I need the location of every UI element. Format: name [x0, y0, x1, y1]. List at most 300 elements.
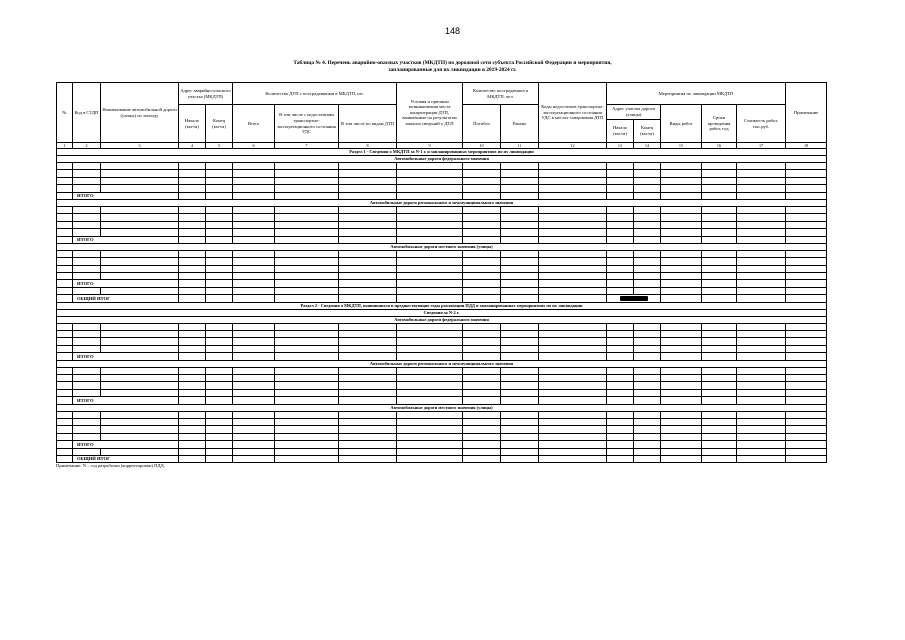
table-cell	[275, 338, 339, 345]
table-cell	[179, 353, 206, 360]
table-cell	[179, 170, 206, 177]
section-1-local-text: Автомобильные дороги местного значения (улицы)	[57, 243, 827, 250]
table-cell	[786, 258, 827, 265]
table-cell	[539, 236, 607, 243]
table-cell	[339, 389, 397, 396]
header-col-4: Начало (км+м)	[179, 105, 206, 143]
section-1-regional-text: Автомобильные дороги регионального и межмуниципального значения	[57, 199, 827, 206]
table-cell	[463, 170, 501, 177]
table-cell	[206, 353, 233, 360]
table-cell	[737, 295, 786, 302]
table-cell	[607, 331, 634, 338]
table-cell	[275, 221, 339, 228]
table-cell	[275, 250, 339, 257]
table-cell	[179, 382, 206, 389]
table-cell	[661, 170, 702, 177]
table-cell	[339, 229, 397, 236]
column-number: 17	[737, 143, 786, 149]
table-cell	[339, 455, 397, 462]
table-cell	[737, 265, 786, 272]
caption-line-2: запланированные для их ликвидации в 2019-2024 гг.	[388, 67, 517, 73]
table-cell	[501, 455, 539, 462]
table-row	[57, 250, 827, 257]
table-cell	[634, 287, 661, 294]
table-cell	[179, 221, 206, 228]
table-cell	[737, 397, 786, 404]
table-cell	[233, 185, 275, 192]
table-cell	[101, 323, 179, 330]
table-cell	[206, 411, 233, 418]
header-col-18: Примечание	[786, 83, 827, 143]
table-cell	[607, 353, 634, 360]
table-cell	[101, 229, 179, 236]
section-2-grand-total-label: ОБЩИЙ ИТОГ	[73, 455, 179, 462]
table-cell	[463, 397, 501, 404]
table-cell	[275, 382, 339, 389]
header-col-2: Код в СТДП	[73, 83, 101, 143]
table-cell	[101, 265, 179, 272]
table-cell	[397, 258, 463, 265]
table-cell	[57, 338, 73, 345]
table-cell	[634, 206, 661, 213]
section-2-regional-total	[57, 397, 827, 404]
table-cell	[101, 418, 179, 425]
table-cell	[737, 280, 786, 287]
table-row	[57, 331, 827, 338]
table-cell	[233, 250, 275, 257]
table-cell	[661, 206, 702, 213]
table-cell	[702, 382, 737, 389]
table-cell	[73, 367, 101, 374]
section-2-federal	[57, 316, 827, 323]
table-cell	[501, 170, 539, 177]
table-cell	[397, 411, 463, 418]
table-cell	[702, 418, 737, 425]
table-cell	[397, 331, 463, 338]
table-cell	[101, 287, 179, 294]
table-cell	[57, 163, 73, 170]
table-cell	[661, 411, 702, 418]
column-number: 6	[233, 143, 275, 149]
table-cell	[661, 258, 702, 265]
table-cell	[339, 221, 397, 228]
table-cell	[206, 323, 233, 330]
table-cell	[339, 418, 397, 425]
section-1-local-total-label: ИТОГО	[73, 280, 179, 287]
section-2-federal-total	[57, 353, 827, 360]
table-cell	[339, 258, 397, 265]
table-cell	[179, 163, 206, 170]
table-cell	[501, 214, 539, 221]
table-cell	[206, 163, 233, 170]
table-cell	[634, 273, 661, 280]
table-cell	[702, 265, 737, 272]
table-cell	[206, 345, 233, 352]
table-cell	[786, 331, 827, 338]
table-cell	[539, 280, 607, 287]
section-1-grand-total-label: ОБЩИЙ ИТОГ	[73, 295, 179, 302]
table-cell	[607, 345, 634, 352]
table-cell	[206, 170, 233, 177]
table-cell	[737, 323, 786, 330]
header-col-3: Наименование автомобильной дороги (улицы) по эпизоду	[101, 83, 179, 143]
table-cell	[501, 258, 539, 265]
table-cell	[786, 345, 827, 352]
table-cell	[463, 250, 501, 257]
table-cell	[179, 331, 206, 338]
mkdtp-table	[56, 82, 827, 463]
table-cell	[397, 163, 463, 170]
table-cell	[539, 170, 607, 177]
table-cell	[463, 389, 501, 396]
table-cell	[57, 236, 73, 243]
table-cell	[179, 374, 206, 381]
section-1-federal-total	[57, 192, 827, 199]
section-2-local-total	[57, 441, 827, 448]
table-cell	[397, 273, 463, 280]
table-cell	[339, 331, 397, 338]
header-col-1: №	[57, 83, 73, 143]
table-cell	[607, 338, 634, 345]
table-cell	[57, 345, 73, 352]
table-row	[57, 163, 827, 170]
table-cell	[57, 389, 73, 396]
table-cell	[179, 214, 206, 221]
table-cell	[501, 389, 539, 396]
page-number: 148	[444, 26, 461, 36]
table-cell	[206, 441, 233, 448]
table-cell	[397, 280, 463, 287]
table-cell	[233, 345, 275, 352]
table-cell	[786, 206, 827, 213]
column-number: 18	[786, 143, 827, 149]
table-cell	[275, 192, 339, 199]
column-number: 11	[501, 143, 539, 149]
table-cell	[339, 177, 397, 184]
table-cell	[397, 177, 463, 184]
table-cell	[786, 250, 827, 257]
table-cell	[339, 287, 397, 294]
table-cell	[634, 441, 661, 448]
table-cell	[206, 273, 233, 280]
table-cell	[634, 236, 661, 243]
table-cell	[539, 433, 607, 440]
table-cell	[607, 265, 634, 272]
table-cell	[737, 258, 786, 265]
section-1-title	[57, 149, 827, 156]
section-2-subtitle-text: Сведения за N-2 г.	[57, 309, 827, 316]
table-cell	[73, 265, 101, 272]
table-cell	[786, 185, 827, 192]
table-cell	[786, 382, 827, 389]
table-cell	[206, 221, 233, 228]
table-cell	[397, 426, 463, 433]
table-cell	[179, 236, 206, 243]
section-1-regional-total	[57, 236, 827, 243]
table-cell	[397, 418, 463, 425]
table-cell	[397, 448, 463, 455]
table-cell	[233, 338, 275, 345]
table-cell	[101, 250, 179, 257]
table-cell	[607, 250, 634, 257]
table-cell	[702, 258, 737, 265]
table-cell	[702, 192, 737, 199]
table-cell	[737, 455, 786, 462]
table-cell	[786, 367, 827, 374]
table-cell	[339, 273, 397, 280]
table-cell	[339, 367, 397, 374]
table-cell	[101, 206, 179, 213]
header-row-1	[57, 83, 827, 105]
table-cell	[275, 170, 339, 177]
table-cell	[702, 345, 737, 352]
table-cell	[786, 221, 827, 228]
table-cell	[607, 221, 634, 228]
table-cell	[463, 287, 501, 294]
table-cell	[275, 345, 339, 352]
table-cell	[786, 374, 827, 381]
table-cell	[737, 185, 786, 192]
table-cell	[73, 411, 101, 418]
table-cell	[57, 353, 73, 360]
table-cell	[397, 338, 463, 345]
table-cell	[101, 185, 179, 192]
table-cell	[702, 338, 737, 345]
table-cell	[101, 382, 179, 389]
table-cell	[463, 426, 501, 433]
table-cell	[607, 206, 634, 213]
table-cell	[233, 236, 275, 243]
table-cell	[702, 441, 737, 448]
table-row	[57, 389, 827, 396]
table-cell	[661, 250, 702, 257]
table-cell	[463, 448, 501, 455]
table-cell	[463, 206, 501, 213]
table-row	[57, 185, 827, 192]
table-cell	[73, 433, 101, 440]
table-cell	[57, 433, 73, 440]
table-cell	[539, 273, 607, 280]
table-cell	[661, 287, 702, 294]
table-cell	[737, 353, 786, 360]
table-cell	[463, 280, 501, 287]
table-cell	[463, 367, 501, 374]
table-cell	[73, 250, 101, 257]
table-cell	[661, 163, 702, 170]
table-row	[57, 221, 827, 228]
table-cell	[73, 331, 101, 338]
table-cell	[206, 185, 233, 192]
table-cell	[607, 367, 634, 374]
section-1-local-total	[57, 280, 827, 287]
table-cell	[539, 177, 607, 184]
table-cell	[607, 214, 634, 221]
table-cell	[233, 418, 275, 425]
header-group-address: Адрес аварийно-опасного участка (МКДТП)	[179, 83, 233, 105]
caption-line-1: Таблица № 4. Перечень аварийно-опасных участков (МКДТП) по дорожной сети субъекта Российской Федерации и мероприятия,	[293, 60, 612, 66]
table-cell	[275, 323, 339, 330]
table-row	[57, 273, 827, 280]
table-cell	[607, 411, 634, 418]
table-cell	[101, 448, 179, 455]
table-row	[57, 287, 827, 294]
table-cell	[206, 433, 233, 440]
table-cell	[539, 353, 607, 360]
table-cell	[539, 258, 607, 265]
section-2-regional	[57, 360, 827, 367]
table-cell	[501, 229, 539, 236]
section-1-federal-total-label: ИТОГО	[73, 192, 179, 199]
table-cell	[339, 163, 397, 170]
table-cell	[634, 382, 661, 389]
table-cell	[73, 418, 101, 425]
table-cell	[101, 177, 179, 184]
table-cell	[634, 418, 661, 425]
table-cell	[501, 345, 539, 352]
table-cell	[501, 287, 539, 294]
table-cell	[73, 338, 101, 345]
table-cell	[786, 411, 827, 418]
table-cell	[607, 418, 634, 425]
table-cell	[501, 448, 539, 455]
table-cell	[233, 170, 275, 177]
table-cell	[206, 426, 233, 433]
table-cell	[661, 353, 702, 360]
table-cell	[539, 323, 607, 330]
table-cell	[501, 163, 539, 170]
table-cell	[539, 185, 607, 192]
table-cell	[206, 214, 233, 221]
table-cell	[179, 273, 206, 280]
table-cell	[786, 287, 827, 294]
section-1-federal	[57, 156, 827, 163]
table-cell	[661, 273, 702, 280]
table-cell	[501, 236, 539, 243]
table-cell	[702, 323, 737, 330]
table-cell	[179, 397, 206, 404]
table-cell	[101, 374, 179, 381]
table-cell	[501, 382, 539, 389]
table-cell	[607, 295, 661, 302]
table-cell	[634, 221, 661, 228]
table-cell	[57, 441, 73, 448]
table-cell	[463, 331, 501, 338]
table-cell	[397, 236, 463, 243]
table-cell	[634, 448, 661, 455]
table-row	[57, 411, 827, 418]
table-cell	[702, 221, 737, 228]
table-cell	[634, 280, 661, 287]
table-cell	[233, 273, 275, 280]
table-cell	[634, 338, 661, 345]
table-cell	[179, 411, 206, 418]
table-cell	[57, 287, 73, 294]
table-cell	[661, 382, 702, 389]
table-cell	[786, 323, 827, 330]
table-cell	[702, 236, 737, 243]
table-cell	[339, 411, 397, 418]
header-col-13: Начало (км+м)	[607, 120, 634, 142]
section-2-federal-text: Автомобильные дороги федерального значения	[57, 316, 827, 323]
table-cell	[206, 177, 233, 184]
table-cell	[539, 374, 607, 381]
table-cell	[73, 185, 101, 192]
table-cell	[57, 411, 73, 418]
table-cell	[233, 382, 275, 389]
table-cell	[661, 441, 702, 448]
table-cell	[206, 258, 233, 265]
table-cell	[275, 353, 339, 360]
table-cell	[57, 295, 73, 302]
table-cell	[101, 433, 179, 440]
table-cell	[539, 229, 607, 236]
table-cell	[275, 265, 339, 272]
table-cell	[206, 229, 233, 236]
table-cell	[661, 331, 702, 338]
table-cell	[463, 229, 501, 236]
section-1-regional-total-label: ИТОГО	[73, 236, 179, 243]
table-row	[57, 170, 827, 177]
table-row	[57, 323, 827, 330]
table-cell	[463, 295, 501, 302]
table-cell	[397, 295, 463, 302]
table-cell	[73, 206, 101, 213]
table-cell	[737, 287, 786, 294]
table-cell	[275, 426, 339, 433]
table-cell	[501, 374, 539, 381]
table-cell	[57, 374, 73, 381]
table-cell	[661, 338, 702, 345]
table-cell	[463, 163, 501, 170]
table-cell	[737, 448, 786, 455]
table-cell	[233, 441, 275, 448]
table-cell	[501, 411, 539, 418]
table-row	[57, 345, 827, 352]
table-cell	[737, 214, 786, 221]
column-number: 10	[463, 143, 501, 149]
table-cell	[339, 338, 397, 345]
table-cell	[233, 353, 275, 360]
table-cell	[179, 455, 206, 462]
table-row	[57, 229, 827, 236]
table-cell	[501, 397, 539, 404]
table-cell	[661, 397, 702, 404]
table-cell	[57, 221, 73, 228]
table-cell	[463, 221, 501, 228]
table-cell	[501, 177, 539, 184]
table-cell	[233, 426, 275, 433]
table-cell	[206, 397, 233, 404]
table-cell	[73, 345, 101, 352]
table-cell	[57, 170, 73, 177]
table-cell	[737, 206, 786, 213]
table-cell	[463, 214, 501, 221]
table-cell	[607, 323, 634, 330]
section-2-local	[57, 404, 827, 411]
header-col-14: Конец (км+м)	[640, 125, 654, 136]
table-cell	[397, 170, 463, 177]
table-cell	[661, 192, 702, 199]
section-1-federal-text: Автомобильные дороги федерального значения	[57, 156, 827, 163]
table-cell	[634, 265, 661, 272]
table-cell	[57, 265, 73, 272]
table-cell	[275, 280, 339, 287]
table-cell	[661, 345, 702, 352]
table-cell	[539, 192, 607, 199]
table-cell	[702, 273, 737, 280]
table-cell	[501, 265, 539, 272]
table-cell	[501, 433, 539, 440]
